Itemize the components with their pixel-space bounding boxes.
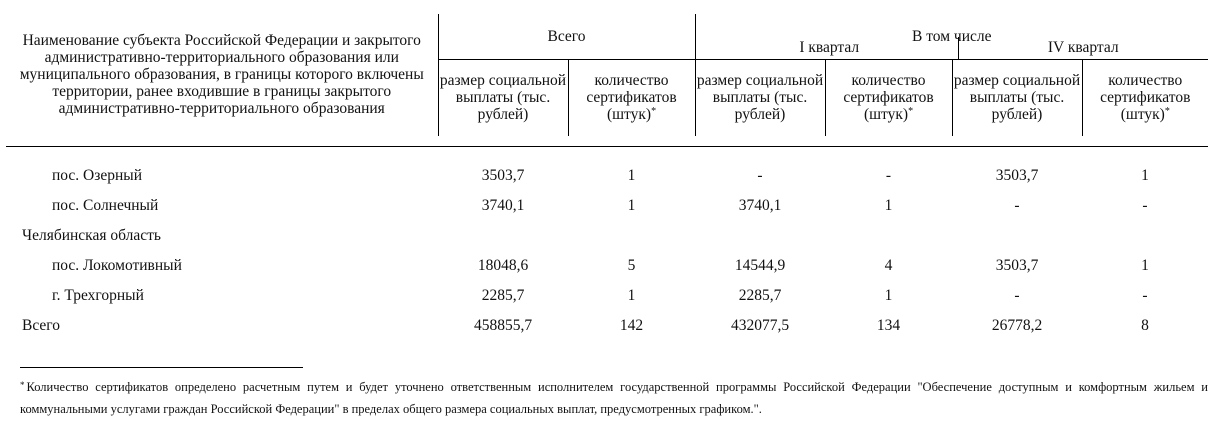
cell-total-payment: 3503,7 [481,166,525,184]
row-name: пос. Солнечный [52,196,159,214]
footnote-text: Количество сертификатов определено расчетным путем и будет уточнено ответственным исполнителем государственной программы Российской Федерации "Обеспечение доступным и комфортным жильем и коммунальными услугами граждан Российской Федерации" в пределах общего размера социальных выплат, предусмотренных графиком.". [20,380,1208,416]
quarter-header-row [701,37,1208,60]
cell-q1-certs: - [885,166,892,184]
cell-q1-payment: 14544,9 [734,256,786,274]
cell-total-certs: 5 [627,256,636,274]
cell-q1-certs: 1 [884,286,893,304]
footnote [20,376,1208,420]
table-row-total [6,310,1208,340]
cell-q1-payment: 3740,1 [738,196,782,214]
header-total: Всего [438,14,695,60]
row-name: г. Трехгорный [52,286,144,304]
table-row [6,160,1208,190]
cell-q4-certs: 8 [1141,316,1149,334]
row-name: Всего [22,316,61,334]
header-q1: I квартал [701,37,959,59]
cell-q4-payment: - [1014,286,1020,304]
row-name: Челябинская область [22,226,161,244]
cell-total-payment: 2285,7 [481,286,525,304]
data-table [6,14,1208,136]
table-row [6,250,1208,280]
row-name: пос. Локомотивный [52,256,182,274]
header-q4: IV квартал [1047,39,1119,56]
cell-q1-certs: 1 [884,196,893,214]
cell-total-certs: 1 [627,196,636,214]
header-total-certs: количество сертификатов (штук)* [568,60,695,136]
cell-q4-certs: 1 [1141,166,1149,184]
footnote-mark: * [20,380,25,390]
header-including: В том числе [695,14,1208,60]
cell-q4-payment: - [1014,196,1020,214]
cell-q4-certs: - [1142,196,1148,214]
cell-q4-certs: 1 [1141,256,1149,274]
cell-q4-payment: 3503,7 [995,256,1039,274]
table-row [6,190,1208,220]
table-row [6,280,1208,310]
header-total-payment: размер социальной выплаты (тыс. рублей) [438,60,568,136]
cell-q1-payment: 2285,7 [738,286,782,304]
header-q4-certs: количество сертификатов (штук)* [1100,72,1191,123]
header-q4-payment: размер социальной выплаты (тыс. рублей) [952,60,1082,136]
cell-total-certs: 142 [619,316,644,334]
cell-total-payment: 3740,1 [481,196,525,214]
cell-q4-payment: 3503,7 [995,166,1039,184]
cell-q4-payment: 26778,2 [991,316,1043,334]
cell-total-payment: 18048,6 [477,256,529,274]
header-bottom-rule [6,146,1208,147]
table-row-region [6,220,1208,250]
header-q1-certs: количество сертификатов (штук)* [825,60,952,136]
row-name: пос. Озерный [52,166,143,184]
body-table [6,160,1208,340]
cell-q1-payment: 432077,5 [730,316,790,334]
cell-q4-certs: - [1142,286,1148,304]
header-name-column: Наименование субъекта Российской Федерации и закрытого административно-территориального образования или муниципального образования, в границы которого включены территории, ранее входившие в границы закрытого административно-территориального образования [6,14,438,136]
cell-total-certs: 1 [627,286,636,304]
cell-total-payment: 458855,7 [473,316,533,334]
cell-q1-certs: 134 [876,316,901,334]
cell-total-certs: 1 [627,166,636,184]
footnote-divider [20,367,303,368]
header-q1-payment: размер социальной выплаты (тыс. рублей) [695,60,825,136]
cell-q1-payment: - [757,166,763,184]
cell-q1-certs: 4 [884,256,893,274]
